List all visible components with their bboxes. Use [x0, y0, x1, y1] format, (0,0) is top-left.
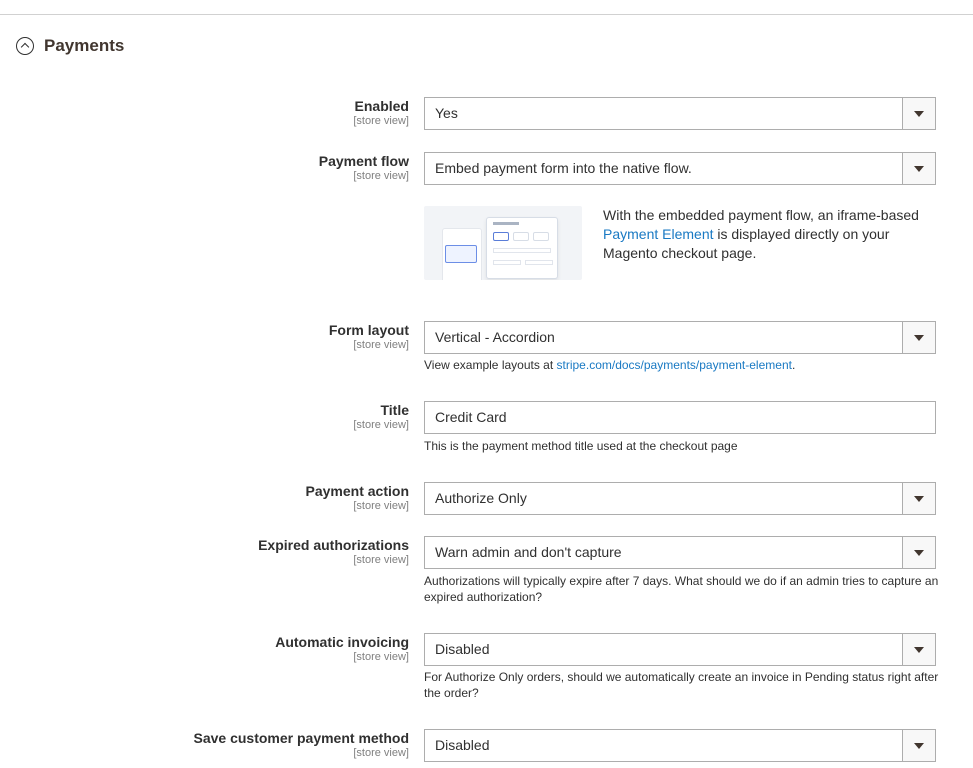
field-label-group [353, 402, 409, 431]
field-label-group [353, 98, 409, 127]
automatic-invoicing-value: Disabled [435, 641, 490, 657]
preview-checkout-panel [442, 228, 482, 280]
payment-action-label: Payment action [305, 483, 409, 499]
dropdown-arrow-icon [902, 537, 935, 568]
payment-element-docs-link[interactable]: stripe.com/docs/payments/payment-element [556, 358, 792, 372]
section-top-divider [0, 14, 973, 15]
expired-authorizations-value: Warn admin and don't capture [435, 544, 622, 560]
payment-action-value: Authorize Only [435, 490, 527, 506]
dropdown-arrow-icon [902, 730, 935, 761]
note-text-after: . [791, 358, 796, 372]
expired-authorizations-note: Authorizations will typically expire after 7 days. What should we do if an admin tries to capture an expired authorization? [424, 574, 939, 604]
scope-note: [store view] [353, 651, 409, 663]
payment-element-link[interactable]: Payment Element [603, 226, 714, 242]
dropdown-arrow-icon [902, 322, 935, 353]
enabled-select[interactable] [424, 97, 936, 130]
scope-note: [store view] [353, 554, 409, 566]
expired-authorizations-label: Expired authorizations [258, 537, 409, 553]
title-value: Credit Card [435, 409, 507, 425]
dropdown-arrow-icon [902, 483, 935, 514]
preview-input [493, 260, 521, 265]
title-label: Title [380, 402, 409, 418]
dropdown-arrow-icon [902, 98, 935, 129]
preview-tab [513, 232, 529, 241]
field-label-group [193, 730, 409, 759]
preview-selected-block [445, 245, 477, 263]
scope-note: [store view] [353, 419, 409, 431]
desc-text-after: is displayed directly on your Magento checkout page. [603, 226, 890, 261]
preview-tab [533, 232, 549, 241]
enabled-value: Yes [435, 105, 458, 121]
title-note: This is the payment method title used at the checkout page [424, 439, 738, 453]
preview-input [493, 248, 551, 253]
payment-action-select[interactable] [424, 482, 936, 515]
form-layout-label: Form layout [328, 322, 409, 338]
field-label-group [258, 537, 409, 566]
save-payment-method-select[interactable] [424, 729, 936, 762]
preview-payment-card [486, 217, 558, 279]
save-payment-method-value: Disabled [435, 737, 490, 753]
desc-text-before: With the embedded payment flow, an iframe-based [603, 207, 919, 223]
dropdown-arrow-icon [902, 634, 935, 665]
scope-note: [store view] [353, 115, 409, 127]
payment-flow-description [603, 206, 943, 263]
field-label-group [319, 153, 409, 182]
form-layout-value: Vertical - Accordion [435, 329, 555, 345]
field-label-group [329, 322, 409, 351]
automatic-invoicing-select[interactable] [424, 633, 936, 666]
field-label-group [306, 483, 409, 512]
save-payment-method-label: Save customer payment method [193, 730, 409, 746]
preview-input [525, 260, 553, 265]
payment-flow-label: Payment flow [318, 153, 409, 169]
enabled-label: Enabled [354, 98, 409, 114]
scope-note: [store view] [353, 500, 409, 512]
chevron-up-circle-icon [16, 37, 34, 55]
preview-card-heading [493, 222, 519, 225]
note-text-before: View example layouts at [424, 358, 557, 372]
payment-flow-value: Embed payment form into the native flow. [435, 160, 692, 176]
field-label-group [275, 634, 409, 663]
scope-note: [store view] [353, 339, 409, 351]
embedded-flow-preview-image [424, 206, 582, 280]
title-input[interactable] [424, 401, 936, 434]
form-layout-note [424, 357, 949, 373]
payments-section-toggle[interactable] [16, 33, 124, 59]
automatic-invoicing-note: For Authorize Only orders, should we automatically create an invoice in Pending status right after the order? [424, 670, 939, 700]
form-layout-select[interactable] [424, 321, 936, 354]
expired-authorizations-select[interactable] [424, 536, 936, 569]
automatic-invoicing-label: Automatic invoicing [275, 634, 409, 650]
section-title: Payments [44, 36, 125, 55]
dropdown-arrow-icon [902, 153, 935, 184]
payment-flow-select[interactable] [424, 152, 936, 185]
scope-note: [store view] [353, 747, 409, 759]
preview-tab-active [493, 232, 509, 241]
scope-note: [store view] [353, 170, 409, 182]
